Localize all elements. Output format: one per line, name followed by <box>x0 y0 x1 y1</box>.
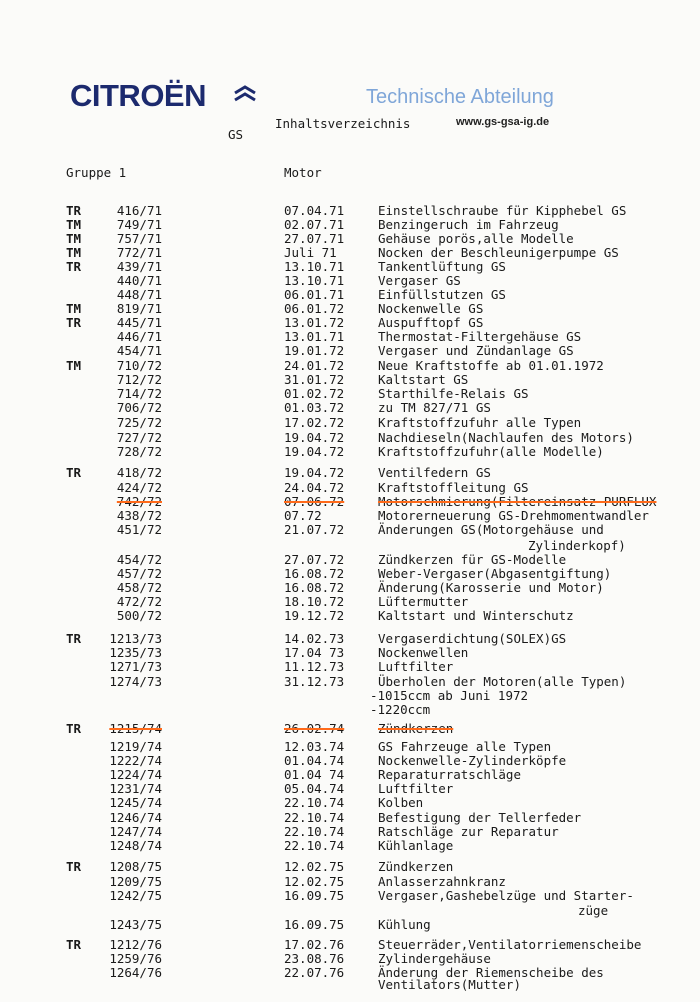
bulletin-number: 500/72 <box>116 608 162 623</box>
brand-name: CITROËN <box>70 78 206 113</box>
bulletin-number: 1219/74 <box>109 739 162 754</box>
table-row <box>0 217 700 231</box>
bulletin-title: Kaltstart GS <box>378 372 469 387</box>
table-row <box>0 329 700 343</box>
bulletin-title: Luftfilter <box>378 659 454 674</box>
bulletin-date: 13.01.71 <box>284 329 345 344</box>
bulletin-type: TM <box>66 358 82 373</box>
table-row <box>0 739 700 753</box>
bulletin-title: Reparaturratschläge <box>378 767 521 782</box>
bulletin-number: 1209/75 <box>109 874 162 889</box>
bulletin-date: 13.01.72 <box>284 315 345 330</box>
bulletin-title: Lüftermutter <box>378 594 469 609</box>
bulletin-number: 416/71 <box>116 203 162 218</box>
bulletin-number: 458/72 <box>116 580 162 595</box>
bulletin-number: 1213/73 <box>109 631 162 646</box>
bulletin-date: 31.01.72 <box>284 372 345 387</box>
table-row <box>0 508 700 522</box>
bulletin-title: Kraftstoffzufuhr(alle Modelle) <box>378 444 604 459</box>
bulletin-date: 19.04.72 <box>284 465 345 480</box>
table-row <box>0 301 700 315</box>
bulletin-number: 710/72 <box>116 358 162 373</box>
bulletin-title: GS Fahrzeuge alle Typen <box>378 739 552 754</box>
bulletin-number: 728/72 <box>116 444 162 459</box>
bulletin-date: 16.09.75 <box>284 917 345 932</box>
continuation-text: -1015ccm ab Juni 1972 <box>370 688 529 703</box>
bulletin-title: zu TM 827/71 GS <box>378 400 491 415</box>
bulletin-number: 819/71 <box>116 301 162 316</box>
bulletin-number: 445/71 <box>116 315 162 330</box>
table-row <box>0 343 700 357</box>
table-row <box>0 400 700 414</box>
group-label: Gruppe 1 <box>66 165 127 180</box>
bulletin-number: 727/72 <box>116 430 162 445</box>
bulletin-title: Kolben <box>378 795 424 810</box>
table-row <box>0 874 700 888</box>
department-title: Technische Abteilung <box>366 86 554 108</box>
bulletin-title: Änderung(Karosserie und Motor) <box>378 580 604 595</box>
table-row <box>0 522 700 536</box>
bulletin-title: Vergaser,Gashebelzüge und Starter- <box>378 888 634 903</box>
bulletin-date: 17.04 73 <box>284 645 345 660</box>
table-row <box>0 231 700 245</box>
bulletin-date: 22.10.74 <box>284 838 345 853</box>
bulletin-title: Auspufftopf GS <box>378 315 484 330</box>
bulletin-title: Überholen der Motoren(alle Typen) <box>378 674 627 689</box>
bulletin-number: 1212/76 <box>109 937 162 952</box>
table-row <box>0 631 700 645</box>
continuation-text: züge <box>578 903 609 918</box>
table-row <box>0 358 700 372</box>
bulletin-title: Benzingeruch im Fahrzeug <box>378 217 559 232</box>
bulletin-title: Nocken der Beschleunigerpumpe GS <box>378 245 619 260</box>
table-row <box>0 965 700 979</box>
bulletin-number: 1264/76 <box>109 965 162 980</box>
bulletin-type: TR <box>66 859 82 874</box>
bulletin-title: Luftfilter <box>378 781 454 796</box>
bulletin-number: 1248/74 <box>109 838 162 853</box>
bulletin-title: Zündkerzen <box>378 721 454 736</box>
bulletin-date: 22.10.74 <box>284 810 345 825</box>
table-row <box>0 767 700 781</box>
bulletin-title: Nachdieseln(Nachlaufen des Motors) <box>378 430 634 445</box>
bulletin-date: 19.04.72 <box>284 430 345 445</box>
bulletin-date: 07.72 <box>284 508 322 523</box>
bulletin-title: Zündkerzen <box>378 859 454 874</box>
table-row <box>0 203 700 217</box>
bulletin-number: 1231/74 <box>109 781 162 796</box>
bulletin-date: 07.04.71 <box>284 203 345 218</box>
bulletin-date: 13.10.71 <box>284 259 345 274</box>
bulletin-title: Zündkerzen für GS-Modelle <box>378 552 567 567</box>
bulletin-date: 11.12.73 <box>284 659 345 674</box>
bulletin-title: Starthilfe-Relais GS <box>378 386 529 401</box>
bulletin-number: 1247/74 <box>109 824 162 839</box>
bulletin-number: 439/71 <box>116 259 162 274</box>
bulletin-date: 19.01.72 <box>284 343 345 358</box>
bulletin-title: Steuerräder,Ventilatorriemenscheibe <box>378 937 642 952</box>
bulletin-title: Einstellschraube für Kipphebel GS <box>378 203 627 218</box>
bulletin-date: 22.10.74 <box>284 795 345 810</box>
bulletin-date: 12.02.75 <box>284 874 345 889</box>
bulletin-number: 472/72 <box>116 594 162 609</box>
table-row <box>0 888 700 902</box>
bulletin-date: 27.07.72 <box>284 552 345 567</box>
document-title: Inhaltsverzeichnis <box>275 116 411 131</box>
bulletin-title: Ventilfedern GS <box>378 465 491 480</box>
bulletin-title: Tankentlüftung GS <box>378 259 506 274</box>
bulletin-number: 706/72 <box>116 400 162 415</box>
bulletin-date: 16.08.72 <box>284 580 345 595</box>
table-row <box>0 480 700 494</box>
bulletin-date: 06.01.72 <box>284 301 345 316</box>
bulletin-date: 02.07.71 <box>284 217 345 232</box>
table-row <box>0 824 700 838</box>
bulletin-title: Motorerneuerung GS-Drehmomentwandler <box>378 508 649 523</box>
bulletin-date: 07.06.72 <box>284 494 345 509</box>
bulletin-type: TR <box>66 465 82 480</box>
bulletin-number: 1222/74 <box>109 753 162 768</box>
table-row <box>0 552 700 566</box>
bulletin-type: TM <box>66 231 82 246</box>
bulletin-title: Vergaserdichtung(SOLEX)GS <box>378 631 567 646</box>
bulletin-title: Vergaser GS <box>378 273 461 288</box>
table-row <box>0 273 700 287</box>
bulletin-date: 01.04.74 <box>284 753 345 768</box>
table-row <box>0 645 700 659</box>
table-row <box>0 951 700 965</box>
table-row <box>0 372 700 386</box>
bulletin-number: 714/72 <box>116 386 162 401</box>
bulletin-title: Nockenwelle GS <box>378 301 484 316</box>
bulletin-date: 16.08.72 <box>284 566 345 581</box>
section-label: Motor <box>284 165 322 180</box>
bulletin-date: 24.01.72 <box>284 358 345 373</box>
bulletin-number: 418/72 <box>116 465 162 480</box>
table-row <box>0 245 700 259</box>
bulletin-number: 440/71 <box>116 273 162 288</box>
table-row <box>0 753 700 767</box>
continuation-text: Ventilators(Mutter) <box>378 977 521 992</box>
bulletin-date: 26.02.74 <box>284 721 345 736</box>
bulletin-number: 749/71 <box>116 217 162 232</box>
bulletin-title: Thermostat-Filtergehäuse GS <box>378 329 582 344</box>
bulletin-date: 22.07.76 <box>284 965 345 980</box>
table-row <box>0 415 700 429</box>
bulletin-type: TR <box>66 721 82 736</box>
bulletin-number: 457/72 <box>116 566 162 581</box>
table-row <box>0 580 700 594</box>
table-row <box>0 494 700 508</box>
table-row <box>0 315 700 329</box>
bulletin-number: 1235/73 <box>109 645 162 660</box>
bulletin-title: Motorschmierung(Filtereinsatz PURFLUX <box>378 494 657 509</box>
table-row <box>0 259 700 273</box>
bulletin-title: Befestigung der Tellerfeder <box>378 810 582 825</box>
bulletin-title: Ratschläge zur Reparatur <box>378 824 559 839</box>
table-row <box>0 659 700 673</box>
table-row <box>0 566 700 580</box>
bulletin-date: Juli 71 <box>284 245 337 260</box>
bulletin-number: 1274/73 <box>109 674 162 689</box>
bulletin-date: 12.02.75 <box>284 859 345 874</box>
bulletin-number: 1245/74 <box>109 795 162 810</box>
table-row <box>0 721 700 735</box>
bulletin-type: TR <box>66 937 82 952</box>
table-row <box>0 795 700 809</box>
bulletin-title: Änderungen GS(Motorgehäuse und <box>378 522 604 537</box>
bulletin-title: Einfüllstutzen GS <box>378 287 506 302</box>
bulletin-number: 424/72 <box>116 480 162 495</box>
bulletin-type: TM <box>66 217 82 232</box>
bulletin-number: 451/72 <box>116 522 162 537</box>
bulletin-date: 19.12.72 <box>284 608 345 623</box>
bulletin-date: 24.04.72 <box>284 480 345 495</box>
bulletin-date: 14.02.73 <box>284 631 345 646</box>
bulletin-type: TR <box>66 259 82 274</box>
bulletin-date: 01.04 74 <box>284 767 345 782</box>
bulletin-number: 772/71 <box>116 245 162 260</box>
bulletin-title: Anlasserzahnkranz <box>378 874 506 889</box>
bulletin-number: 1208/75 <box>109 859 162 874</box>
bulletin-type: TM <box>66 245 82 260</box>
bulletin-title: Änderung der Riemenscheibe des <box>378 965 604 980</box>
bulletin-number: 448/71 <box>116 287 162 302</box>
bulletin-title: Kühlanlage <box>378 838 454 853</box>
bulletin-date: 12.03.74 <box>284 739 345 754</box>
bulletin-title: Kühlung <box>378 917 431 932</box>
bulletin-date: 01.02.72 <box>284 386 345 401</box>
bulletin-title: Nockenwelle-Zylinderköpfe <box>378 753 567 768</box>
bulletin-type: TR <box>66 203 82 218</box>
bulletin-date: 17.02.72 <box>284 415 345 430</box>
bulletin-date: 05.04.74 <box>284 781 345 796</box>
bulletin-title: Zylindergehäuse <box>378 951 491 966</box>
bulletin-number: 1215/74 <box>109 721 162 736</box>
bulletin-date: 13.10.71 <box>284 273 345 288</box>
table-row <box>0 937 700 951</box>
bulletin-number: 1271/73 <box>109 659 162 674</box>
table-row <box>0 444 700 458</box>
bulletin-number: 1259/76 <box>109 951 162 966</box>
bulletin-title: Weber-Vergaser(Abgasentgiftung) <box>378 566 612 581</box>
table-row <box>0 838 700 852</box>
bulletin-date: 23.08.76 <box>284 951 345 966</box>
bulletin-number: 454/72 <box>116 552 162 567</box>
table-row <box>0 594 700 608</box>
bulletin-title: Neue Kraftstoffe ab 01.01.1972 <box>378 358 604 373</box>
bulletin-date: 06.01.71 <box>284 287 345 302</box>
table-row <box>0 781 700 795</box>
bulletin-number: 742/72 <box>116 494 162 509</box>
bulletin-type: TR <box>66 315 82 330</box>
double-chevron-icon <box>233 84 257 104</box>
table-row <box>0 608 700 622</box>
bulletin-date: 01.03.72 <box>284 400 345 415</box>
bulletin-title: Kaltstart und Winterschutz <box>378 608 574 623</box>
bulletin-number: 725/72 <box>116 415 162 430</box>
bulletin-title: Nockenwellen <box>378 645 469 660</box>
bulletin-number: 1243/75 <box>109 917 162 932</box>
bulletin-number: 446/71 <box>116 329 162 344</box>
bulletin-date: 16.09.75 <box>284 888 345 903</box>
table-row <box>0 859 700 873</box>
bulletin-title: Vergaser und Zündanlage GS <box>378 343 574 358</box>
bulletin-date: 27.07.71 <box>284 231 345 246</box>
bulletin-number: 438/72 <box>116 508 162 523</box>
bulletin-title: Kraftstoffleitung GS <box>378 480 529 495</box>
website-url: www.gs-gsa-ig.de <box>456 116 550 128</box>
bulletin-title: Kraftstoffzufuhr alle Typen <box>378 415 582 430</box>
table-row <box>0 917 700 931</box>
table-row <box>0 386 700 400</box>
bulletin-date: 31.12.73 <box>284 674 345 689</box>
table-row <box>0 810 700 824</box>
bulletin-date: 19.04.72 <box>284 444 345 459</box>
bulletin-number: 1246/74 <box>109 810 162 825</box>
bulletin-number: 757/71 <box>116 231 162 246</box>
bulletin-type: TM <box>66 301 82 316</box>
bulletin-number: 454/71 <box>116 343 162 358</box>
bulletin-date: 17.02.76 <box>284 937 345 952</box>
continuation-text: Zylinderkopf) <box>528 538 626 553</box>
bulletin-date: 22.10.74 <box>284 824 345 839</box>
bulletin-type: TR <box>66 631 82 646</box>
bulletin-date: 21.07.72 <box>284 522 345 537</box>
table-row <box>0 287 700 301</box>
model-label: GS <box>228 127 244 142</box>
table-row <box>0 674 700 688</box>
continuation-text: -1220ccm <box>370 702 431 717</box>
bulletin-number: 712/72 <box>116 372 162 387</box>
bulletin-number: 1242/75 <box>109 888 162 903</box>
bulletin-date: 18.10.72 <box>284 594 345 609</box>
table-row <box>0 430 700 444</box>
table-row <box>0 465 700 479</box>
bulletin-number: 1224/74 <box>109 767 162 782</box>
bulletin-title: Gehäuse porös,alle Modelle <box>378 231 574 246</box>
